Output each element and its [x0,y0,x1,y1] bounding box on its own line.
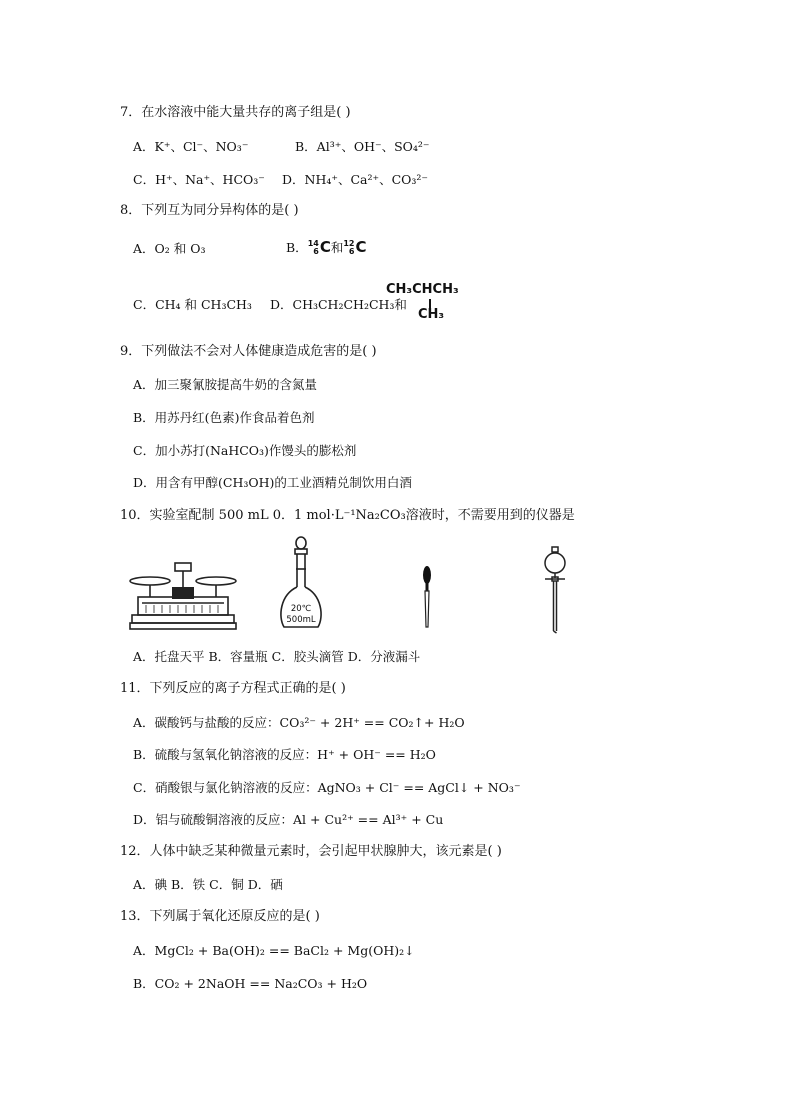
carbon-14-isotope: 14 6C [307,238,331,256]
q13-option-a: A．MgCl₂ + Ba(OH)₂ == BaCl₂ + Mg(OH)₂↓ [133,943,415,958]
q8-option-b-prefix: B． [286,240,308,255]
q11-stem: 11．下列反应的离子方程式正确的是( ) [120,681,346,696]
q11-option-b: B．硫酸与氢氧化钠溶液的反应：H⁺ + OH⁻ == H₂O [133,747,436,762]
volumetric-flask-icon [276,535,326,635]
q9-option-b: B．用苏丹红(色素)作食品着色剂 [133,410,315,425]
isobutane-branch: CH₃ [418,307,445,322]
q13-option-b: B．CO₂ + 2NaOH == Na₂CO₃ + H₂O [133,976,368,991]
q9-option-d: D．用含有甲醇(CH₃OH)的工业酒精兑制饮用白酒 [133,475,412,490]
q9-option-a: A．加三聚氰胺提高牛奶的含氮量 [133,377,318,392]
q7-option-d: D．NH₄⁺、Ca²⁺、CO₃²⁻ [282,172,429,187]
flask-volume-label: 500mL [286,615,316,625]
q12-options: A．碘 B．铁 C．铜 D．硒 [133,877,283,892]
q8-option-d: D．CH₃CH₂CH₂CH₃和 [270,297,407,312]
carbon-12-isotope: 12 6C [343,238,367,256]
isobutane-structure [386,282,476,326]
q7-option-a: A．K⁺、Cl⁻、NO₃⁻ [133,139,249,154]
flask-temp-label: 20℃ [290,604,312,614]
balance-scale-icon [128,557,238,633]
q8-option-b [286,238,367,257]
dropper-icon [417,565,437,635]
q11-option-a: A．碳酸钙与盐酸的反应：CO₃²⁻ + 2H⁺ == CO₂↑+ H₂O [133,715,465,730]
isobutane-main-chain: CH₃CHCH₃ [386,282,459,297]
q11-option-d: D．铝与硫酸铜溶液的反应：Al + Cu²⁺ == Al³⁺ + Cu [133,812,444,827]
q7-option-b: B．Al³⁺、OH⁻、SO₄²⁻ [295,139,430,154]
q10-stem: 10．实验室配制 500 mL 0．1 mol·L⁻¹Na₂CO₃溶液时，不需要用到的仪器是 [120,508,575,523]
q8-option-c: C．CH₄ 和 CH₃CH₃ [133,297,252,312]
q12-stem: 12．人体中缺乏某种微量元素时，会引起甲状腺肿大，该元素是( ) [120,844,502,859]
q10-options: A．托盘天平 B．容量瓶 C．胶头滴管 D．分液漏斗 [133,649,421,664]
q9-option-c: C．加小苏打(NaHCO₃)作馒头的膨松剂 [133,443,357,458]
q7-stem: 7．在水溶液中能大量共存的离子组是( ) [120,105,351,120]
separatory-funnel-icon [540,545,570,637]
q8-stem: 8．下列互为同分异构体的是( ) [120,203,299,218]
q13-stem: 13．下列属于氧化还原反应的是( ) [120,909,320,924]
q9-stem: 9．下列做法不会对人体健康造成危害的是( ) [120,344,377,359]
q8-option-a: A．O₂ 和 O₃ [133,241,206,256]
q7-option-c: C．H⁺、Na⁺、HCO₃⁻ [133,172,265,187]
q8-option-b-and: 和 [330,240,344,255]
q11-option-c: C．硝酸银与氯化钠溶液的反应：AgNO₃ + Cl⁻ == AgCl↓ + NO₃⁻ [133,780,521,795]
